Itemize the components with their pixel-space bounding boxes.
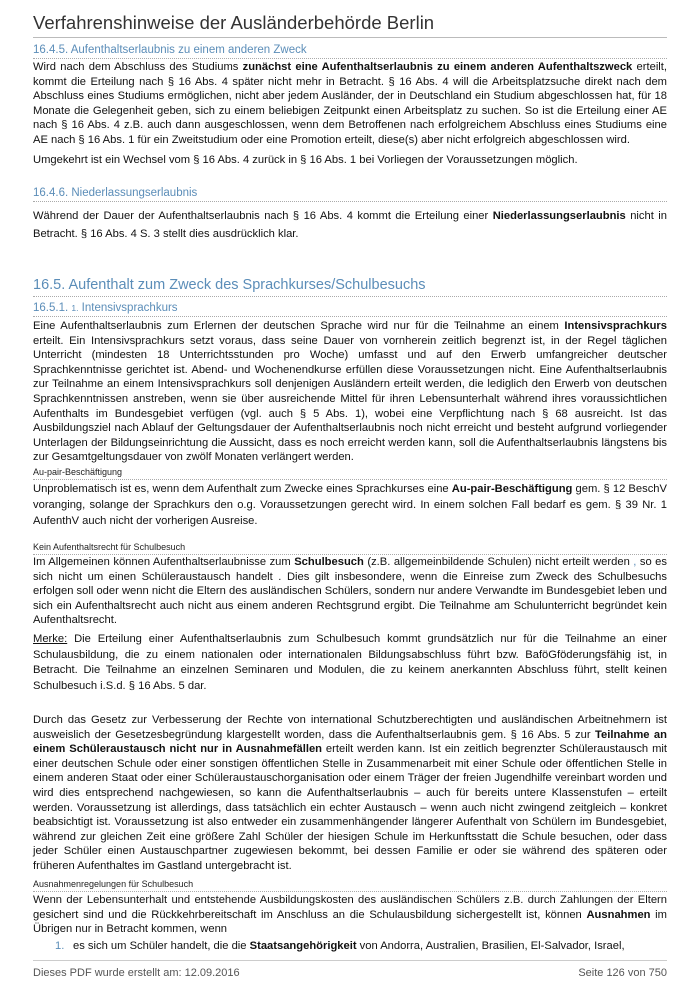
heading-divider [33,296,667,297]
paragraph-16-4-5-1: Wird nach dem Abschluss des Studiums zunächst eine Aufenthaltserlaubnis zu einem anderen Aufenthaltszweck erteilt, kommt die Erteilung nach § 16 Abs. 4 später nicht mehr in Betracht. § 16 Abs. 4 will die Arbeitsplatzsuche direkt nach dem Abschluss eines Studiums ermöglichen, nicht aber jedem Ausländer, der in Deutschland ein Studium abgeschlossen hat, für 18 Monate die Gelegenheit geben, sich zu einem beliebigen Zeitpunkt einen Arbeitsplatz zu suchen. So ist die Erteilung einer AE nach § 16 Abs. 4 z.B. auch dann ausgeschlossen, wenn dem Betroffenen nach erfolgreichem Abschluss eines Studiums eine AE nach § 16 Abs. 1 für ein Zweitstudium oder eine Promotion erteilt, diese(s) aber nicht erfolgreich abgeschlossen wird. [33,61,668,146]
paragraph-ausnahmen: Wenn der Lebensunterhalt und entstehende Ausbildungskosten des ausländischen Schülers z.B. durch Zahlungen der Eltern gesichert sind und die Rückkehrbereitschaft im Anschluss an die Schulausbildung sichergestellt ist, können Ausnahmen im Übrigen nur in Betracht kommen, wenn [33,894,667,936]
paragraph-au-pair: Unproblematisch ist es, wenn dem Aufenthalt zum Zwecke eines Sprachkurses eine Au-pair-Beschäftigung gem. § 12 BeschV voranging, solange der Sprachkurs den o.g. Voraussetzungen gerecht wird. In einem solchen Fall bedarf es gem. § 39 Nr. 1 AufenthV auch nicht der vorherigen Ausreise. [33,483,667,527]
paragraph-16-4-6: Während der Dauer der Aufenthaltserlaubnis nach § 16 Abs. 4 kommt die Erteilung einer Niederlassungserlaubnis nicht in Betracht. § 16 Abs. 4 S. 3 stellt dies ausdrücklich klar. [33,210,668,240]
heading-divider [33,201,667,202]
heading-schulbesuch: Kein Aufenthaltsrecht für Schulbesuch [33,542,186,552]
heading-divider [33,479,667,480]
footer-divider [33,960,667,961]
heading-divider [33,316,667,317]
title-divider [33,37,667,38]
heading-divider [33,58,667,59]
heading-16-5-1: 16.5.1. 1. Intensivsprachkurs [33,302,178,314]
heading-divider [33,891,667,892]
paragraph-schulbesuch-1: Im Allgemeinen können Aufenthaltserlaubnisse zum Schulbesuch (z.B. allgemeinbildende Schulen) nicht erteilt werden , so es sich nicht um einen Schüleraustausch handelt . Dies gilt insbesondere, wenn die Einreise zum Zweck des Schulbesuchs erfolgen soll oder wenn nicht die Eltern des ausländischen Schülers, sondern nur andere Verwandte im Bundesgebiet leben und sich ein Aufenthaltsrecht auch nicht aus einem anderen Rechtsgrund ergibt. Die Teilnahme am Schulunterricht begründet kein Aufenthaltsrecht. [33,556,667,627]
heading-16-4-6: 16.4.6. Niederlassungserlaubnis [33,187,198,199]
heading-16-5: 16.5. Aufenthalt zum Zweck des Sprachkurses/Schulbesuchs [33,277,426,293]
paragraph-16-5-1: Eine Aufenthaltserlaubnis zum Erlernen der deutschen Sprache wird nur für die Teilnahme an einem Intensivsprachkurs erteilt. Ein Intensivsprachkurs setzt voraus, dass seine Dauer von vornherein zeitlich begrenzt ist, in der Regel täglichen Unterricht (mindesten 18 Unterrichtsstunden pro Woche) umfasst und auf den Erwerb umfangreicher deutscher Sprachkenntnisse gerichtet ist. Abend- und Wochenendkurse erfüllen diese Voraussetzungen nicht. Eine Aufenthaltserlaubnis zur Teilnahme an einem Intensivsprachkurs soll denjenigen Ausländern erteilt werden, die lediglich den Erwerb von deutschen Sprachkenntnissen anstreben, wenn sie über ausreichende Mittel für ihren Lebensunterhalt während ihres voraussichtlichen Aufenthalts im Bundesgebiet verfügen (vgl. auch § 5 Abs. 1), wobei eine Verpflichtung nach § 68 ausreicht. Ist das Ausbildungsziel nach Ablauf der Geltungsdauer der Aufenthaltserlaubnis noch nicht erreicht und besteht aufgrund vorliegender Unterlagen der Bildungseinrichtung die Aussicht, dass es noch erreicht werden kann, soll die Aufenthaltserlaubnis längstens bis zur Gesamtgeltungsdauer von zwölf Monaten verlängert werden. [33,320,667,464]
footer-created-date: Dieses PDF wurde erstellt am: 12.09.2016 [33,967,240,979]
paragraph-16-4-5-2: Umgekehrt ist ein Wechsel vom § 16 Abs. 4 zurück in § 16 Abs. 1 bei Vorliegen der Voraussetzungen möglich. [33,154,578,166]
paragraph-schueleraustausch: Durch das Gesetz zur Verbesserung der Rechte von international Schutzberechtigten und ausländischen Arbeitnehmern ist ausweislich der Gesetzesbegründung klargestellt worden, dass die Aufenthaltserlaubnis gem. § 16 Abs. 5 zur Teilnahme an einem Schüleraustausch nicht nur in Ausnahmefällen erteilt werden kann. Ist ein zeitlich begrenzter Schüleraustausch mit einer deutschen Schule oder einer sonstigen öffentlichen Stelle in Zusammenarbeit mit einer Schule oder öffentlichen Stelle in einem anderen Staat oder einer Schüleraustauschorganisation oder einem Träger der freien Jugendhilfe vereinbart worden und wird dies entsprechend nachgewiesen, so kann die Aufenthaltserlaubnis – auch für bereits untere Klassenstufen – erteilt werden. Voraussetzung ist allerdings, dass tatsächlich ein echter Austausch – wenn auch nicht zwingend zeitgleich – konkret beabsichtigt ist. Voraussetzung ist also entweder ein zusammenhängender längerer Aufenthalt von Schülern im Bundesgebiet, während zur gleichen Zeit eine größere Zahl Schüler der hiesigen Schule im Herkunftsstatt die Schule besuchen, oder dass jeder Schüler einen Austauschpartner zugewiesen bekommt, bei dessen Familie er oder sie während des späteren oder früheren Aufenthaltes im Gastland untergebracht ist. [33,714,667,872]
list-item-text: es sich um Schüler handelt, die die Staatsangehörigkeit von Andorra, Australien, Brasilien, El-Salvador, Israel, [73,940,625,952]
heading-16-4-5: 16.4.5. Aufenthaltserlaubnis zu einem anderen Zweck [33,44,307,56]
document-title: Verfahrenshinweise der Ausländerbehörde Berlin [33,12,435,33]
heading-ausnahmen: Ausnahmenregelungen für Schulbesuch [33,879,194,889]
footer-page-number: Seite 126 von 750 [578,967,667,979]
list-marker: 1. [55,940,65,952]
paragraph-merke: Merke: Die Erteilung einer Aufenthaltserlaubnis zum Schulbesuch kommt grundsätzlich nur für die Teilnahme an einer Schulausbildung, die zu einem nationalen oder internationalen Bildungsabschluss führt bzw. BaföGföderungsfähig ist, in Betracht. Die Teilnahme an einzelnen Seminaren und Modulen, die zu keinem anerkannten Abschluss führt, stellt keinen Schulbesuch i.S.d. § 16 Abs. 5 dar. [33,633,667,692]
heading-au-pair: Au-pair-Beschäftigung [33,467,123,477]
